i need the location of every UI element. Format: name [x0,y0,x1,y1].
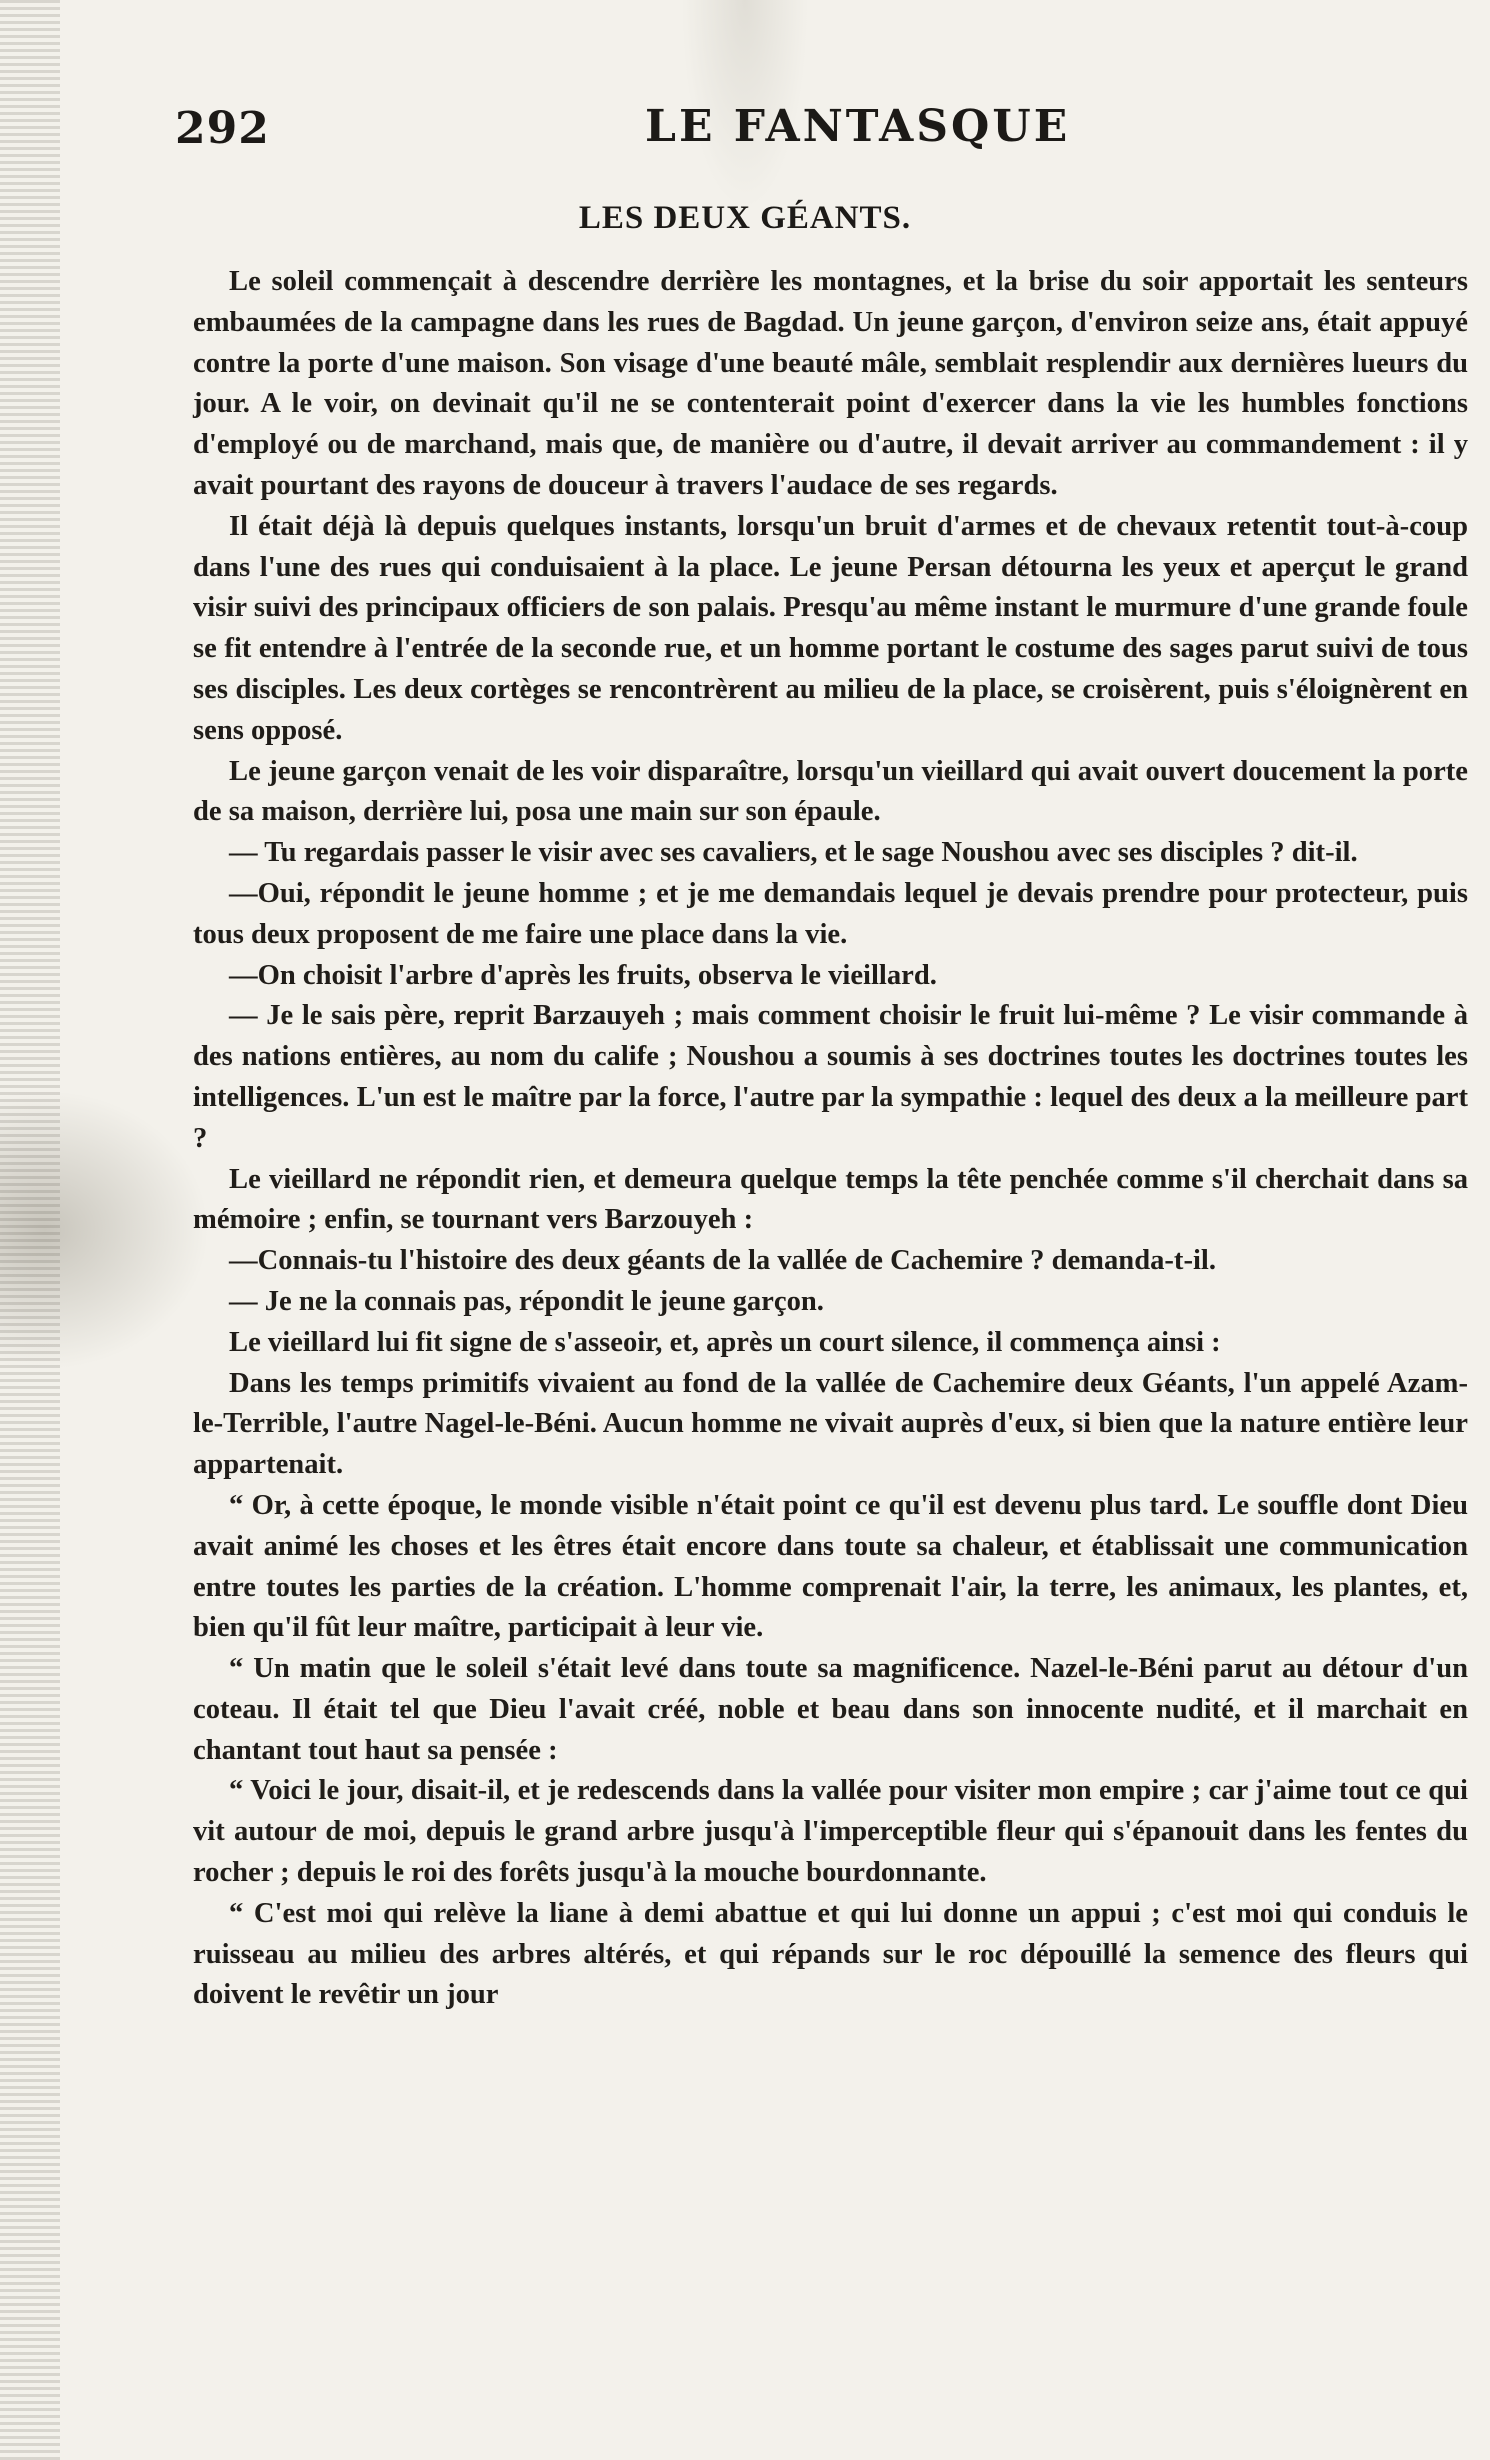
article-body [193,262,1468,2016]
paragraph: Il était déjà là depuis quelques instants, lorsqu'un bruit d'armes et de chevaux retentit tout-à-coup dans l'une des rues qui conduisaient à la place. Le jeune Persan détourna les yeux et aperçut le grand visir suivi des principaux officiers de son palais. Presqu'au même instant le murmure d'une grande foule se fit entendre à l'entrée de la seconde rue, et un homme portant le costume des sages parut suivi de tous ses disciples. Les deux cortèges se rencontrèrent au milieu de la place, se croisèrent, puis s'éloignèrent en sens opposé. [193,510,1468,746]
paragraph: “ C'est moi qui relève la liane à demi abattue et qui lui donne un appui ; c'est moi qui conduis le ruisseau au milieu des arbres altérés, et qui répands sur le roc dépouillé la semence des fleurs qui doivent le revêtir un jour [193,1897,1468,2011]
page-header [175,95,1475,165]
paragraph: Le vieillard lui fit signe de s'asseoir, et, après un court silence, il commença ainsi : [229,1326,1221,1358]
paragraph: —Connais-tu l'histoire des deux géants de la vallée de Cachemire ? demanda-t-il. [229,1245,1217,1277]
paragraph: “ Voici le jour, disait-il, et je redescends dans la vallée pour visiter mon empire ; car j'aime tout ce qui vit autour de moi, depuis le grand arbre jusqu'à l'imperceptible fleur qui s'épanouit dans les fentes du rocher ; depuis le roi des forêts jusqu'à la mouche bourdonnante. [193,1775,1468,1889]
running-head: LE FANTASQUE [645,101,1071,152]
paragraph: Le vieillard ne répondit rien, et demeura quelque temps la tête penchée comme s'il cherchait dans sa mémoire ; enfin, se tournant vers Barzouyeh : [193,1163,1468,1236]
paragraph: — Je le sais père, reprit Barzauyeh ; mais comment choisir le fruit lui-même ? Le visir commande à des nations entières, au nom du calife ; Noushou a soumis à ses doctrines toutes les doctrines toutes les intelligences. L'un est le maître par la force, l'autre par la sympathie : lequel des deux a la meilleure part ? [193,1000,1468,1154]
paragraph: Dans les temps primitifs vivaient au fond de la vallée de Cachemire deux Géants, l'un appelé Azam-le-Terrible, l'autre Nagel-le-Béni. Aucun homme ne vivait auprès d'eux, si bien que la nature entière leur appartenait. [193,1367,1468,1481]
paragraph: — Tu regardais passer le visir avec ses cavaliers, et le sage Noushou avec ses disciples ? dit-il. [229,837,1358,869]
paragraph: —On choisit l'arbre d'après les fruits, observa le vieillard. [229,959,937,991]
paragraph: “ Or, à cette époque, le monde visible n'était point ce qu'il est devenu plus tard. Le souffle dont Dieu avait animé les choses et les êtres était encore dans toute sa chaleur, et établissait une communication entre toutes les parties de la création. L'homme comprenait l'air, la terre, les animaux, les plantes, et, bien qu'il fût leur maître, participait à leur vie. [193,1489,1468,1644]
article-title: LES DEUX GÉANTS. [578,200,912,236]
paragraph: —Oui, répondit le jeune homme ; et je me demandais lequel je devais prendre pour protecteur, puis tous deux proposent de me faire une place dans la vie. [193,877,1468,950]
paragraph: Le soleil commençait à descendre derrière les montagnes, et la brise du soir apportait les senteurs embaumées de la campagne dans les rues de Bagdad. Un jeune garçon, d'environ seize ans, était appuyé contre la porte d'une maison. Son visage d'une beauté mâle, semblait resplendir aux dernières lueurs du jour. A le voir, on devinait qu'il ne se contenterait point d'exercer dans la vie les humbles fonctions d'employé ou de marchand, mais que, de manière ou d'autre, il devait arriver au commandement : il y avait pourtant des rayons de douceur à travers l'audace de ses regards. [193,266,1468,501]
paragraph: “ Un matin que le soleil s'était levé dans toute sa magnificence. Nazel-le-Béni parut au détour d'un coteau. Il était tel que Dieu l'avait créé, noble et beau dans son innocente nudité, et il marchait en chantant tout haut sa pensée : [193,1653,1468,1766]
page-edge-shadow [0,0,60,2460]
paragraph: Le jeune garçon venait de les voir disparaître, lorsqu'un vieillard qui avait ouvert doucement la porte de sa maison, derrière lui, posa une main sur son épaule. [193,755,1468,828]
paragraph: — Je ne la connais pas, répondit le jeune garçon. [229,1285,824,1317]
page-number: 292 [175,103,270,154]
